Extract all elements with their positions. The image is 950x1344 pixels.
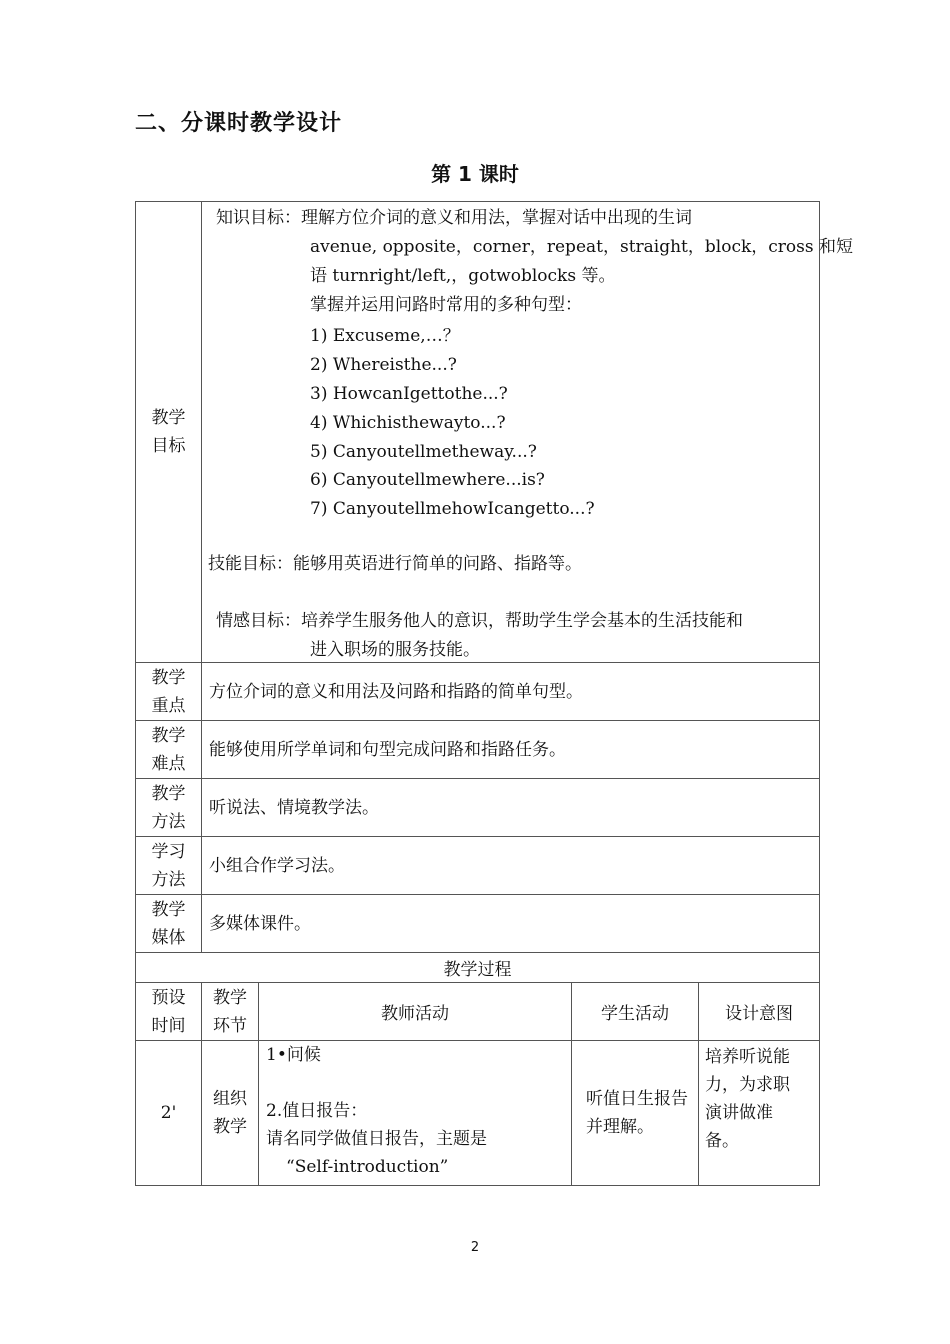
emotion-goal-line: 情感目标：培养学生服务他人的意识，帮助学生学会基本的生活技能和 bbox=[216, 611, 743, 631]
lesson-title: 第 1 课时 bbox=[431, 162, 519, 186]
teacher-activity-line: “Self-introduction” bbox=[286, 1157, 449, 1177]
media-row bbox=[136, 895, 820, 953]
objectives-content bbox=[202, 202, 853, 663]
design-intent: 培养听说能力，为求职演讲做准备。 bbox=[699, 1041, 820, 1186]
page-number: 2 bbox=[470, 1240, 480, 1255]
header-design-intent: 设计意图 bbox=[699, 983, 820, 1041]
row-content: 能够使用所学单词和句型完成问路和指路任务。 bbox=[202, 721, 820, 779]
emotion-goal-line: 进入职场的服务技能。 bbox=[310, 640, 480, 660]
section-heading: 二、分课时教学设计 bbox=[135, 111, 343, 136]
row-content: 小组合作学习法。 bbox=[202, 837, 820, 895]
process-title: 教学过程 bbox=[136, 953, 820, 983]
teacher-activity-line: 请名同学做值日报告，主题是 bbox=[266, 1129, 487, 1149]
sentence-pattern: 5) Canyoutellmetheway...? bbox=[310, 442, 537, 462]
teacher-activity-line: 1•问候 bbox=[266, 1045, 321, 1065]
lesson-plan-table bbox=[135, 201, 853, 1186]
sentence-pattern: 4) Whichisthewayto...? bbox=[310, 413, 506, 433]
teacher-activity bbox=[259, 1041, 572, 1186]
sentence-pattern: 3) HowcanIgettothe...? bbox=[310, 384, 508, 404]
row-label: 学习方法 bbox=[136, 837, 202, 895]
objectives-label: 教学目标 bbox=[136, 202, 202, 663]
row-label: 教学难点 bbox=[136, 721, 202, 779]
sentence-pattern: 1) Excuseme,…？ bbox=[310, 326, 460, 346]
objectives-row bbox=[136, 202, 820, 663]
sentence-pattern: 2) Whereisthe...? bbox=[310, 355, 457, 375]
header-stage: 教学环节 bbox=[202, 983, 259, 1041]
key-points-row bbox=[136, 663, 820, 721]
row-content: 多媒体课件。 bbox=[202, 895, 820, 953]
sentence-pattern: 7) CanyoutellmehowIcangetto...? bbox=[310, 499, 595, 519]
teacher-activity-line bbox=[266, 1069, 571, 1097]
process-stage: 组织教学 bbox=[202, 1041, 259, 1186]
skill-goal: 技能目标：能够用英语进行简单的问路、指路等。 bbox=[208, 554, 582, 574]
row-label: 教学媒体 bbox=[136, 895, 202, 953]
sentence-pattern: 6) Canyoutellmewhere...is? bbox=[310, 470, 545, 490]
process-title-row bbox=[136, 953, 820, 983]
teacher-activity-line: 2.值日报告： bbox=[266, 1101, 368, 1121]
difficulties-row bbox=[136, 721, 820, 779]
knowledge-goal-line: 知识目标：理解方位介词的意义和用法，掌握对话中出现的生词 bbox=[216, 208, 692, 228]
knowledge-goal-line: avenue, opposite，corner，repeat，straight，block，cross 和短 bbox=[310, 237, 853, 257]
student-activity: 听值日生报告并理解。 bbox=[572, 1041, 699, 1186]
row-content: 听说法、情境教学法。 bbox=[202, 779, 820, 837]
process-time: 2' bbox=[136, 1041, 202, 1186]
header-teacher-activity: 教师活动 bbox=[259, 983, 572, 1041]
knowledge-goal-line: 掌握并运用问路时常用的多种句型： bbox=[310, 295, 582, 315]
teaching-method-row bbox=[136, 779, 820, 837]
row-label: 教学重点 bbox=[136, 663, 202, 721]
row-label: 教学方法 bbox=[136, 779, 202, 837]
knowledge-goal-line: 语 turnright/left,，gotwoblocks 等。 bbox=[310, 266, 616, 286]
process-row bbox=[136, 1041, 820, 1186]
row-content: 方位介词的意义和用法及问路和指路的简单句型。 bbox=[202, 663, 820, 721]
header-student-activity: 学生活动 bbox=[572, 983, 699, 1041]
process-header-row bbox=[136, 983, 820, 1041]
header-time: 预设时间 bbox=[136, 983, 202, 1041]
learning-method-row bbox=[136, 837, 820, 895]
